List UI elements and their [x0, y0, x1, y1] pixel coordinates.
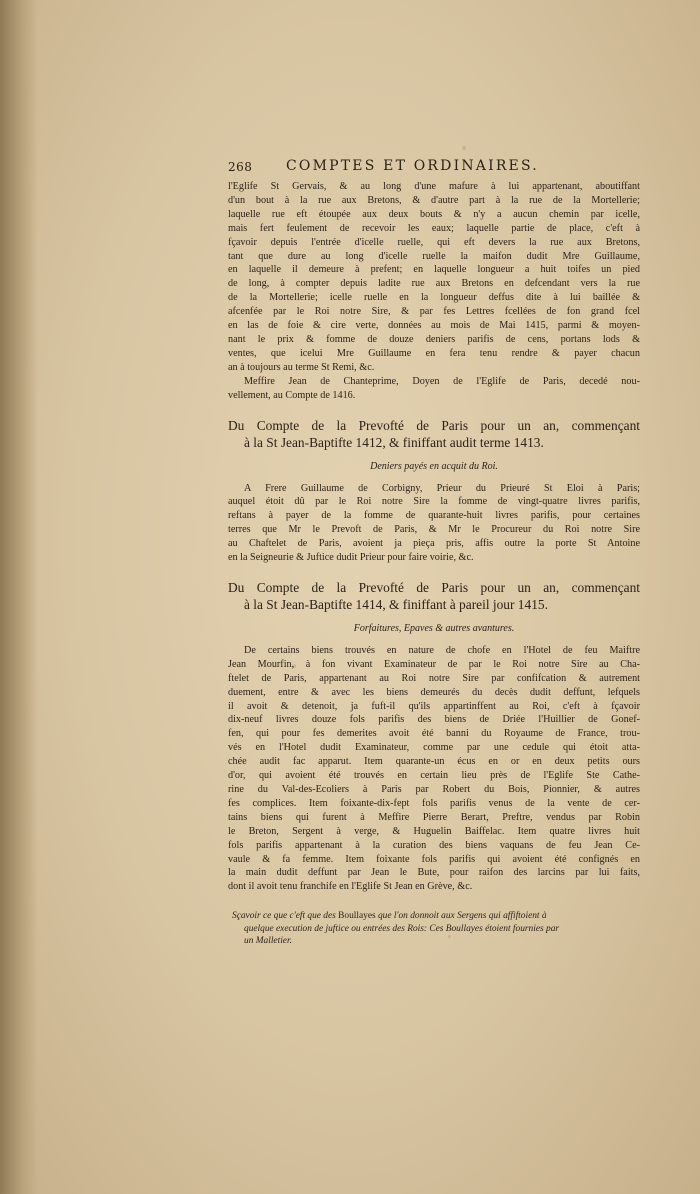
text-line: dont il avoit tenu franchife en l'Eglife St Jean en Grève, &c.: [228, 881, 473, 893]
ink-spot: [462, 146, 466, 150]
footnote-line: [232, 910, 640, 923]
text-line: an à toujours au terme St Remi, &c.: [228, 361, 375, 373]
text-line: dix-neuf livres douze fols parifis des biens de Driée l'Huillier de Gonef-: [228, 714, 640, 726]
text-line: fen, qui pour fes demerites avoit été banni du Royaume de France, trou-: [228, 728, 640, 740]
text-line: fçavoir depuis l'entrée d'icelle ruelle, qui eft devers la rue aux Bretons,: [228, 236, 640, 248]
text-line: fes complices. Item foixante-dix-fept fols parifis venus de la vente de cer-: [228, 797, 640, 809]
page-content: [228, 158, 640, 948]
footnote-line: quelque execution de juftice ou entrées des Rois: Ces Boullayes étoient fournies par: [244, 923, 560, 934]
text-line: en laquelle il demeure à prefent; en laquelle longueur a huit toifes un pied: [228, 264, 640, 276]
text-line: tains biens qui furent à Meffire Pierre Berart, Preftre, vendus par Robin: [228, 811, 640, 823]
text-line: Meffire Jean de Chanteprime, Doyen de l'Eglife de Paris, decedé nou-: [244, 375, 640, 387]
section-title-line: à la St Jean-Baptifte 1414, & finiffant à pareil jour 1415.: [244, 596, 548, 612]
section-title-1412: [228, 417, 640, 451]
text-line: en las de foie & cire verte, données au mois de Mai 1415, parmi & moyen-: [228, 320, 640, 332]
subheading-deniers: Deniers payés en acquit du Roi.: [370, 460, 498, 472]
text-line: vellement, au Compte de 1416.: [228, 389, 356, 401]
running-head: COMPTES ET ORDINAIRES.: [286, 158, 539, 174]
text-line: il avoit & detenoit, ja fuft-il qu'ils appartinffent au Roi, c'eft à fçavoir: [228, 700, 640, 712]
section-title-1414: [228, 579, 640, 613]
text-line: chée audit fac apparut. Item quarante-un écus en or en deux petits ours: [228, 756, 640, 768]
text-line: laquelle rue eft étoupée aux deux bouts & n'y a aucun chemin par icelle,: [228, 208, 640, 220]
text-line: l'Eglife St Gervais, & au long d'une mafure à lui appartenant, aboutiffant: [228, 181, 640, 192]
binding-gutter: [0, 0, 38, 1194]
text-line: ftelet de Paris, appartenant au Roi notre Sire par confifcation & autrement: [228, 672, 640, 684]
section-title-line: à la St Jean-Baptifte 1412, & finiffant audit terme 1413.: [244, 434, 544, 450]
text-line: d'un bout à la rue aux Bretons, & d'autre part à la rue de la Mortellerie;: [228, 194, 640, 206]
text-line: afcenfée par le Roi notre Sire, & par fes Lettres fcellées de fon grand fcel: [228, 306, 640, 318]
text-line: de la Mortellerie; icelle ruelle en la longueur deffus dite à lui baillée &: [228, 292, 640, 304]
text-line: fols parifis appartenant à la curation des biens vaquans de feu Jean Ce-: [228, 839, 640, 851]
text-line: auquel étoit dû par le Roi notre Sire la fomme de vingt-quatre livres parifis,: [228, 496, 640, 508]
text-line: duement, entre & avec les biens demeurés du decès dudit deffunt, lefquels: [228, 686, 640, 698]
text-line: vés en l'Hotel dudit Examinateur, comme par une cedule qui étoit atta-: [228, 742, 640, 754]
text-line: ventes, que icelui Mre Guillaume en fera tenu rendre & payer chacun: [228, 347, 640, 359]
text-line: nant le prix & fomme de douze deniers parifis de cens, portans lods &: [228, 333, 640, 345]
text-line: de long, à compter depuis ladite rue aux Bretons en defcendant vers la rue: [228, 278, 640, 290]
footnote-text: que l'on donnoit aux Sergens qui affiftoient à: [375, 911, 547, 922]
text-line: A Frere Guillaume de Corbigny, Prieur du Prieuré St Eloi à Paris;: [244, 482, 640, 494]
text-line: au Chaftelet de Paris, avoient ja pieça pris, affis outre la porte St Antoine: [228, 538, 640, 550]
text-line: mais fert feulement de recevoir les eaux; laquelle partie de place, c'eft à: [228, 222, 640, 234]
text-line: De certains biens trouvés en nature de chofe en l'Hotel de feu Maiftre: [244, 644, 640, 656]
page-header: [228, 158, 640, 180]
text-line: la main dudit deffunt par Jean le Bute, pour raifon des larcins par lui faits,: [228, 867, 640, 879]
section-title-line: Du Compte de la Prevofté de Paris pour un an, commençant: [228, 417, 640, 433]
text-line: en la Seigneurie & Juftice dudit Prieur pour faire voirie, &c.: [228, 552, 474, 564]
text-line: tant que dure au long d'icelle ruelle la maifon dudit Mre Guillaume,: [228, 250, 640, 262]
paragraph-continuation: [228, 180, 640, 375]
text-line: rine du Val-des-Ecoliers à Paris par Robert du Bois, Pionnier, & autres: [228, 784, 640, 795]
page-number: 268: [228, 160, 253, 174]
text-line: Jean Mourfin, à fon vivant Examinateur de par le Roi notre Sire au Cha-: [228, 658, 640, 670]
text-line: terres que Mr le Prevoft de Paris, & Mr le Procureur du Roi notre Sire: [228, 524, 640, 536]
text-line: le Breton, Sergent à verge, & Huguelin Baiffelac. Item quatre livres huit: [228, 825, 640, 837]
subheading-forfaitures: Forfaitures, Epaves & autres avantures.: [353, 622, 515, 634]
text-line: reftans à payer de la fomme de quarante-huit livres parifis, pour certaines: [228, 510, 640, 522]
footnote-text: Sçavoir ce que c'eft que des: [232, 911, 339, 922]
paragraph-mourfin: [228, 644, 640, 894]
text-line: vaule & fa femme. Item foixante fols parifis qui avoient été confignés en: [228, 853, 640, 865]
paragraph-corbigny: [228, 482, 640, 565]
text-line: d'or, qui avoient été trouvés en certain lieu près de l'Eglife Ste Cathe-: [228, 770, 640, 782]
footnote-line: un Malletier.: [244, 936, 292, 947]
paragraph-chanteprime: [228, 375, 640, 403]
footnote-boullayes: [228, 910, 640, 948]
footnote-term: Boullayes: [338, 911, 376, 922]
section-title-line: Du Compte de la Prevofté de Paris pour un an, commençant: [228, 579, 640, 595]
